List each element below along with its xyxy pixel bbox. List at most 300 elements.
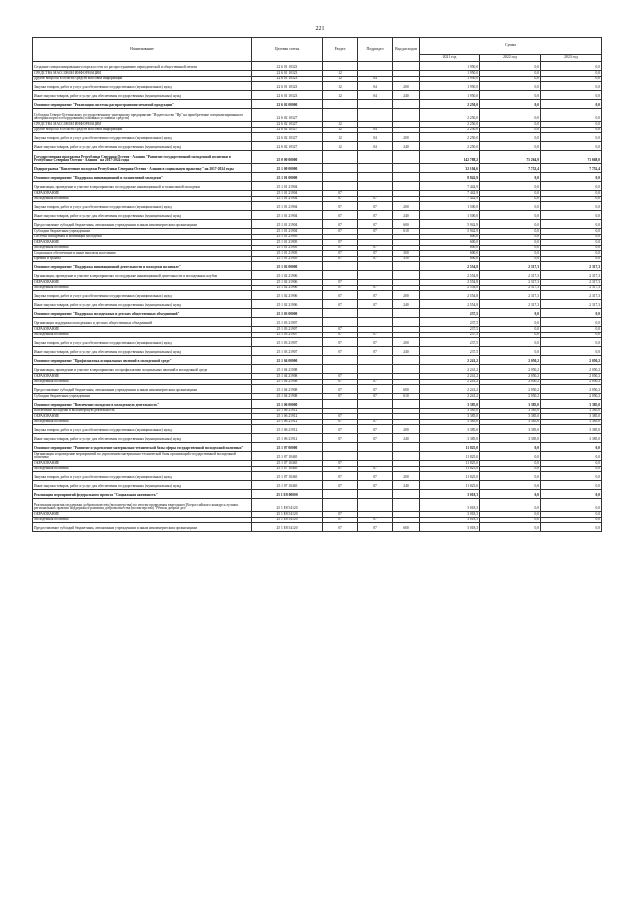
cell-subsection: 07: [358, 379, 393, 385]
cell-section: [323, 499, 358, 512]
cell-code: 25 1 E8 54120: [252, 517, 323, 523]
cell-sum-2023: 2 317,3: [541, 291, 602, 300]
cell-sum-2023: 0,0: [541, 142, 602, 151]
cell-sum-2022: 0,0: [480, 91, 541, 100]
cell-expense-type: [393, 151, 420, 164]
cell-code: 25 1 01 21905: [252, 240, 323, 246]
cell-sum-2023: 0,0: [541, 109, 602, 122]
cell-sum-2022: 3 385,0: [480, 434, 541, 443]
cell-code: 25 1 03 00000: [252, 309, 323, 318]
cell-sum-2022: 0,0: [480, 202, 541, 211]
cell-code: 25 1 07 10465: [252, 466, 323, 472]
cell-subsection: 07: [358, 245, 393, 251]
cell-section: 07: [323, 374, 358, 380]
cell-sum-2021: 2 241,2: [420, 374, 480, 380]
cell-code: 25 1 02 21906: [252, 271, 323, 280]
budget-table: [32, 37, 602, 532]
cell-name: Создание специализированного портала сети по распространению периодической и общественной печати: [33, 62, 252, 71]
cell-sum-2023: 2 317,3: [541, 262, 602, 271]
cell-subsection: 07: [358, 332, 393, 338]
cell-sum-2021: 2 241,2: [420, 379, 480, 385]
cell-name: Закупка товаров, работ и услуг для обеспечения государственных (муниципальных) нужд: [33, 202, 252, 211]
cell-sum-2023: 0,0: [541, 443, 602, 452]
cell-name: Молодежная политика: [33, 419, 252, 425]
cell-section: 07: [323, 251, 358, 257]
cell-code: 25 1 07 10465: [252, 452, 323, 461]
table-row: [33, 499, 602, 512]
cell-expense-type: 350: [393, 256, 420, 262]
cell-sum-2022: 75 264,9: [480, 151, 541, 164]
cell-name: ОБРАЗОВАНИЕ: [33, 461, 252, 467]
cell-sum-2021: 1 950,0: [420, 91, 480, 100]
cell-expense-type: [393, 262, 420, 271]
cell-sum-2023: 2 050,2: [541, 365, 602, 374]
cell-sum-2021: 3 385,0: [420, 408, 480, 414]
cell-sum-2021: 2 250,0: [420, 142, 480, 151]
cell-code: 25 1 02 21906: [252, 285, 323, 291]
cell-subsection: 04: [358, 76, 393, 82]
cell-subsection: [358, 164, 393, 173]
cell-name: Реализация практик поддержки добровольчества (волонтерства) по итогам проведения ежегодного Всероссийского конкурса лучших региональных практик поддержки и развития добровольчества (волонтерства) "Регион добрых дел": [33, 499, 252, 512]
cell-sum-2023: 0,0: [541, 76, 602, 82]
cell-subsection: [358, 356, 393, 365]
cell-subsection: 04: [358, 91, 393, 100]
cell-subsection: 07: [358, 251, 393, 257]
cell-section: 07: [323, 461, 358, 467]
cell-sum-2021: 3 018,3: [420, 523, 480, 532]
cell-name: Система поощрения и мотивации молодежи: [33, 234, 252, 240]
cell-name: Иные закупки товаров, работ и услуг для обеспечения государственных (муниципальных) нужд: [33, 91, 252, 100]
cell-name: Молодежная политика: [33, 466, 252, 472]
cell-section: 07: [323, 379, 358, 385]
cell-name: ОБРАЗОВАНИЕ: [33, 374, 252, 380]
cell-sum-2022: 2 317,3: [480, 285, 541, 291]
cell-sum-2023: 0,0: [541, 347, 602, 356]
cell-sum-2021: 3 385,0: [420, 399, 480, 408]
cell-code: 22 6 02 10327: [252, 122, 323, 128]
cell-code: 25 1 01 00000: [252, 173, 323, 182]
cell-sum-2023: 0,0: [541, 220, 602, 229]
cell-subsection: 07: [358, 229, 393, 235]
cell-code: 25 1 02 21906: [252, 280, 323, 286]
cell-sum-2021: 600,0: [420, 240, 480, 246]
header-subsection: Подраздел: [358, 38, 393, 62]
cell-code: 25 1 01 21904: [252, 220, 323, 229]
cell-sum-2023: 3 385,0: [541, 408, 602, 414]
cell-code: 22 6 01 10323: [252, 91, 323, 100]
header-sum: Сумма: [420, 38, 602, 55]
cell-expense-type: [393, 399, 420, 408]
cell-sum-2023: 0,0: [541, 245, 602, 251]
cell-section: 07: [323, 466, 358, 472]
cell-name: Иные закупки товаров, работ и услуг для обеспечения государственных (муниципальных) нужд: [33, 347, 252, 356]
table-row: [33, 182, 602, 191]
cell-subsection: [358, 452, 393, 461]
cell-sum-2022: 0,0: [480, 142, 541, 151]
cell-subsection: 07: [358, 394, 393, 400]
cell-sum-2022: 0,0: [480, 71, 541, 77]
cell-name: Государственная программа Республики Северная Осетия - Алания "Развитие государственной молодежной политики в Республике Северная Осетия - Алания" на 2017-2024 годы: [33, 151, 252, 164]
cell-subsection: 04: [358, 82, 393, 91]
cell-expense-type: [393, 173, 420, 182]
cell-subsection: 07: [358, 256, 393, 262]
cell-sum-2022: 0,0: [480, 452, 541, 461]
cell-section: 07: [323, 481, 358, 490]
cell-sum-2021: 3 018,3: [420, 512, 480, 518]
cell-sum-2023: 2 050,2: [541, 394, 602, 400]
cell-code: 22 6 02 10327: [252, 142, 323, 151]
table-row: [33, 472, 602, 481]
cell-subsection: 07: [358, 285, 393, 291]
cell-code: 25 1 04 00000: [252, 356, 323, 365]
cell-code: 25 1 01 21904: [252, 202, 323, 211]
cell-sum-2022: 2 317,3: [480, 271, 541, 280]
cell-section: 07: [323, 472, 358, 481]
cell-sum-2022: 0,0: [480, 245, 541, 251]
cell-name: Премии и гранты: [33, 256, 252, 262]
table-row: [33, 523, 602, 532]
header-year-2022: 2022 год: [480, 55, 541, 62]
cell-sum-2022: 0,0: [480, 100, 541, 109]
cell-sum-2022: 0,0: [480, 82, 541, 91]
cell-section: [323, 109, 358, 122]
cell-sum-2021: 1 950,0: [420, 62, 480, 71]
cell-code: 25 1 01 21905: [252, 251, 323, 257]
cell-name: Субсидии бюджетным учреждениям: [33, 394, 252, 400]
cell-name: ОБРАЗОВАНИЕ: [33, 191, 252, 197]
cell-sum-2021: 3 385,0: [420, 434, 480, 443]
cell-name: Подпрограмма "Вовлечение молодежи Республики Северная Осетия - Алания в социальную практику" на 2017-2024 годы: [33, 164, 252, 173]
cell-code: 22 6 01 10323: [252, 76, 323, 82]
cell-name: Молодежная политика: [33, 245, 252, 251]
cell-name: ОБРАЗОВАНИЕ: [33, 327, 252, 333]
page-number: 221: [315, 26, 325, 32]
cell-name: Организация, проведение и участие в мероприятиях по профилактике асоциальных явлений в молодежной среде: [33, 365, 252, 374]
cell-name: Другие вопросы в области средств массовой информации: [33, 127, 252, 133]
cell-sum-2022: 0,0: [480, 251, 541, 257]
cell-sum-2021: 2 241,2: [420, 394, 480, 400]
cell-sum-2021: 3 018,3: [420, 517, 480, 523]
cell-sum-2022: 2 317,3: [480, 262, 541, 271]
cell-sum-2023: 0,0: [541, 133, 602, 142]
cell-subsection: [358, 399, 393, 408]
cell-sum-2021: 237,5: [420, 318, 480, 327]
cell-name: Предоставление субсидий бюджетным, автономным учреждениям и иным некоммерческим организациям: [33, 523, 252, 532]
header-code: Целевая статья: [252, 38, 323, 62]
cell-sum-2021: 8 842,9: [420, 173, 480, 182]
cell-sum-2023: 0,0: [541, 318, 602, 327]
cell-name: Закупка товаров, работ и услуг для обеспечения государственных (муниципальных) нужд: [33, 291, 252, 300]
cell-section: 07: [323, 419, 358, 425]
cell-code: 22 6 01 10323: [252, 82, 323, 91]
cell-sum-2023: 0,0: [541, 452, 602, 461]
cell-expense-type: [393, 62, 420, 71]
cell-sum-2023: 2 317,3: [541, 271, 602, 280]
cell-sum-2021: 600,0: [420, 251, 480, 257]
cell-sum-2022: 2 050,2: [480, 356, 541, 365]
cell-code: 25 1 01 21904: [252, 229, 323, 235]
cell-name: Молодежная политика: [33, 379, 252, 385]
cell-sum-2021: 237,5: [420, 309, 480, 318]
cell-section: [323, 490, 358, 499]
cell-sum-2021: 3 385,0: [420, 419, 480, 425]
cell-sum-2021: 2 241,2: [420, 385, 480, 394]
cell-subsection: [358, 62, 393, 71]
cell-sum-2023: 3 385,0: [541, 419, 602, 425]
cell-section: 07: [323, 338, 358, 347]
cell-expense-type: [393, 109, 420, 122]
cell-section: 07: [323, 285, 358, 291]
cell-expense-type: [393, 164, 420, 173]
cell-code: 25 1 07 00000: [252, 443, 323, 452]
cell-code: 25 1 07 10465: [252, 481, 323, 490]
cell-sum-2022: 0,0: [480, 127, 541, 133]
cell-code: 25 1 04 21908: [252, 365, 323, 374]
header-expense-type: Вид расходов: [393, 38, 420, 62]
cell-expense-type: 240: [393, 481, 420, 490]
cell-section: 07: [323, 414, 358, 420]
cell-subsection: [358, 271, 393, 280]
cell-name: Социальное обеспечение и иные выплаты населению: [33, 251, 252, 257]
cell-expense-type: [393, 271, 420, 280]
cell-code: 25 1 06 21912: [252, 425, 323, 434]
header-section: Раздел: [323, 38, 358, 62]
cell-sum-2021: 11 825,0: [420, 472, 480, 481]
cell-expense-type: [393, 356, 420, 365]
cell-sum-2023: 0,0: [541, 62, 602, 71]
cell-section: [323, 271, 358, 280]
cell-name: Основное мероприятие "Реализация системы распространения печатной продукции": [33, 100, 252, 109]
cell-code: 25 1 03 21907: [252, 338, 323, 347]
cell-section: [323, 356, 358, 365]
cell-subsection: 07: [358, 425, 393, 434]
cell-section: 07: [323, 291, 358, 300]
cell-sum-2022: 0,0: [480, 182, 541, 191]
table-row: [33, 100, 602, 109]
cell-code: 25 1 06 21912: [252, 419, 323, 425]
table-row: [33, 82, 602, 91]
cell-sum-2023: 0,0: [541, 309, 602, 318]
cell-sum-2022: 0,0: [480, 461, 541, 467]
cell-sum-2021: 237,5: [420, 338, 480, 347]
cell-section: 07: [323, 191, 358, 197]
cell-name: СРЕДСТВА МАССОВОЙ ИНФОРМАЦИИ: [33, 71, 252, 77]
cell-subsection: [358, 499, 393, 512]
table-row: [33, 291, 602, 300]
cell-sum-2022: 0,0: [480, 196, 541, 202]
cell-subsection: [358, 262, 393, 271]
cell-expense-type: 240: [393, 142, 420, 151]
cell-sum-2022: 3 385,0: [480, 414, 541, 420]
cell-sum-2023: 0,0: [541, 182, 602, 191]
cell-sum-2023: 0,0: [541, 173, 602, 182]
cell-sum-2021: 7 442,9: [420, 191, 480, 197]
cell-subsection: 07: [358, 517, 393, 523]
cell-sum-2022: 0,0: [480, 332, 541, 338]
cell-sum-2022: 2 050,2: [480, 374, 541, 380]
cell-sum-2021: 2 250,0: [420, 109, 480, 122]
cell-code: 25 1 02 00000: [252, 262, 323, 271]
cell-section: 07: [323, 512, 358, 518]
cell-expense-type: 240: [393, 91, 420, 100]
cell-expense-type: [393, 499, 420, 512]
cell-name: Иные закупки товаров, работ и услуг для обеспечения государственных (муниципальных) нужд: [33, 142, 252, 151]
cell-code: 25 1 E8 54120: [252, 523, 323, 532]
cell-section: 07: [323, 517, 358, 523]
cell-name: Иные закупки товаров, работ и услуг для обеспечения государственных (муниципальных) нужд: [33, 211, 252, 220]
cell-name: Закупка товаров, работ и услуг для обеспечения государственных (муниципальных) нужд: [33, 133, 252, 142]
cell-section: 07: [323, 300, 358, 309]
cell-subsection: 07: [358, 385, 393, 394]
cell-expense-type: [393, 490, 420, 499]
cell-sum-2022: 7 752,4: [480, 164, 541, 173]
cell-sum-2022: 2 050,2: [480, 394, 541, 400]
cell-name: Закупка товаров, работ и услуг для обеспечения государственных (муниципальных) нужд: [33, 338, 252, 347]
cell-expense-type: 240: [393, 300, 420, 309]
table-row: [33, 109, 602, 122]
cell-sum-2021: 600,0: [420, 245, 480, 251]
cell-sum-2021: 237,5: [420, 327, 480, 333]
cell-section: 07: [323, 220, 358, 229]
table-body: [33, 62, 602, 532]
cell-name: Другие вопросы в области средств массовой информации: [33, 76, 252, 82]
cell-name: Закупка товаров, работ и услуг для обеспечения государственных (муниципальных) нужд: [33, 472, 252, 481]
cell-sum-2021: 1 500,0: [420, 202, 480, 211]
cell-expense-type: [393, 100, 420, 109]
cell-code: 25 1 01 21905: [252, 256, 323, 262]
cell-code: 22 6 02 00000: [252, 100, 323, 109]
cell-subsection: 07: [358, 472, 393, 481]
cell-subsection: [358, 490, 393, 499]
cell-sum-2022: 3 385,0: [480, 399, 541, 408]
cell-code: 25 1 06 21912: [252, 408, 323, 414]
cell-sum-2023: 0,0: [541, 196, 602, 202]
cell-code: 22 6 02 10327: [252, 127, 323, 133]
cell-section: 07: [323, 523, 358, 532]
cell-subsection: [358, 151, 393, 164]
cell-sum-2023: 0,0: [541, 127, 602, 133]
cell-name: ОБРАЗОВАНИЕ: [33, 240, 252, 246]
table-row: [33, 385, 602, 394]
cell-sum-2021: 1 500,0: [420, 211, 480, 220]
cell-sum-2021: 11 825,0: [420, 452, 480, 461]
cell-subsection: [358, 309, 393, 318]
cell-section: 07: [323, 327, 358, 333]
cell-sum-2021: 2 241,2: [420, 365, 480, 374]
cell-name: Организация, проведение и участие в мероприятиях по поддержке инновационной деятельности и молодежных клубов: [33, 271, 252, 280]
cell-expense-type: 610: [393, 394, 420, 400]
cell-code: 25 1 01 21904: [252, 191, 323, 197]
cell-section: [323, 151, 358, 164]
cell-sum-2022: 0,0: [480, 499, 541, 512]
table-row: [33, 490, 602, 499]
cell-subsection: 07: [358, 211, 393, 220]
cell-code: 25 1 07 10465: [252, 472, 323, 481]
cell-sum-2022: 3 385,0: [480, 419, 541, 425]
cell-sum-2022: 0,0: [480, 173, 541, 182]
cell-sum-2021: 1 950,0: [420, 71, 480, 77]
cell-code: 25 1 02 21906: [252, 291, 323, 300]
cell-sum-2022: 0,0: [480, 318, 541, 327]
cell-code: 25 1 06 00000: [252, 399, 323, 408]
cell-code: 25 1 04 21908: [252, 374, 323, 380]
cell-name: Молодежная политика: [33, 285, 252, 291]
cell-section: [323, 62, 358, 71]
cell-sum-2023: 0,0: [541, 472, 602, 481]
cell-subsection: [358, 365, 393, 374]
cell-sum-2023: 0,0: [541, 100, 602, 109]
table-row: [33, 347, 602, 356]
cell-sum-2021: 2 554,8: [420, 291, 480, 300]
cell-sum-2022: 0,0: [480, 240, 541, 246]
cell-expense-type: 600: [393, 385, 420, 394]
cell-subsection: [358, 443, 393, 452]
cell-sum-2022: 0,0: [480, 338, 541, 347]
cell-name: Субсидия Северо-Осетинскому государственному унитарному предприятию "Издательство "Ир" на приобретение специализированного автотранспорта и оборудования (основных условных средств): [33, 109, 252, 122]
cell-name: Основное мероприятие "Поддержка инновационной и талантливой молодежи": [33, 173, 252, 182]
cell-code: 25 1 00 00000: [252, 164, 323, 173]
cell-sum-2023: 0,0: [541, 234, 602, 240]
cell-sum-2021: 3 018,3: [420, 490, 480, 499]
table-row: [33, 300, 602, 309]
cell-code: 25 1 01 21904: [252, 196, 323, 202]
cell-section: 07: [323, 385, 358, 394]
cell-sum-2022: 0,0: [480, 234, 541, 240]
cell-sum-2021: 600,0: [420, 256, 480, 262]
cell-subsection: [358, 173, 393, 182]
cell-subsection: [358, 100, 393, 109]
cell-subsection: 07: [358, 434, 393, 443]
cell-sum-2022: 0,0: [480, 481, 541, 490]
cell-name: Организация и проведение мероприятий по укреплению материально-технической базы организаций государственной молодежной политики: [33, 452, 252, 461]
cell-name: Основное мероприятие "Профилактика асоциальных явлений в молодежной среде": [33, 356, 252, 365]
cell-sum-2022: 0,0: [480, 347, 541, 356]
table-row: [33, 443, 602, 452]
cell-section: 07: [323, 202, 358, 211]
cell-sum-2021: 11 825,0: [420, 466, 480, 472]
cell-code: 22 6 02 10327: [252, 133, 323, 142]
cell-sum-2022: 0,0: [480, 122, 541, 128]
cell-name: Основное мероприятие "Поддержка молодежных и детских общественных объединений": [33, 309, 252, 318]
cell-expense-type: 200: [393, 338, 420, 347]
cell-code: 25 1 03 21907: [252, 318, 323, 327]
cell-section: 07: [323, 229, 358, 235]
header-year-2021: 2021 год: [420, 55, 480, 62]
cell-section: [323, 399, 358, 408]
cell-section: [323, 182, 358, 191]
cell-expense-type: 610: [393, 229, 420, 235]
cell-sum-2023: 3 385,0: [541, 425, 602, 434]
cell-sum-2022: 0,0: [480, 517, 541, 523]
cell-name: Закупка товаров, работ и услуг для обеспечения государственных (муниципальных) нужд: [33, 82, 252, 91]
cell-sum-2022: 0,0: [480, 472, 541, 481]
cell-sum-2023: 0,0: [541, 338, 602, 347]
cell-section: 12: [323, 142, 358, 151]
cell-sum-2023: 0,0: [541, 202, 602, 211]
cell-sum-2022: 2 317,3: [480, 280, 541, 286]
cell-sum-2023: 0,0: [541, 211, 602, 220]
cell-code: 25 1 01 21904: [252, 211, 323, 220]
table-row: [33, 142, 602, 151]
cell-sum-2022: 0,0: [480, 490, 541, 499]
table-row: [33, 318, 602, 327]
cell-sum-2023: 0,0: [541, 82, 602, 91]
cell-subsection: 07: [358, 291, 393, 300]
cell-sum-2022: 0,0: [480, 466, 541, 472]
cell-sum-2021: 2 554,8: [420, 285, 480, 291]
cell-code: 25 1 01 21905: [252, 234, 323, 240]
cell-expense-type: 200: [393, 472, 420, 481]
